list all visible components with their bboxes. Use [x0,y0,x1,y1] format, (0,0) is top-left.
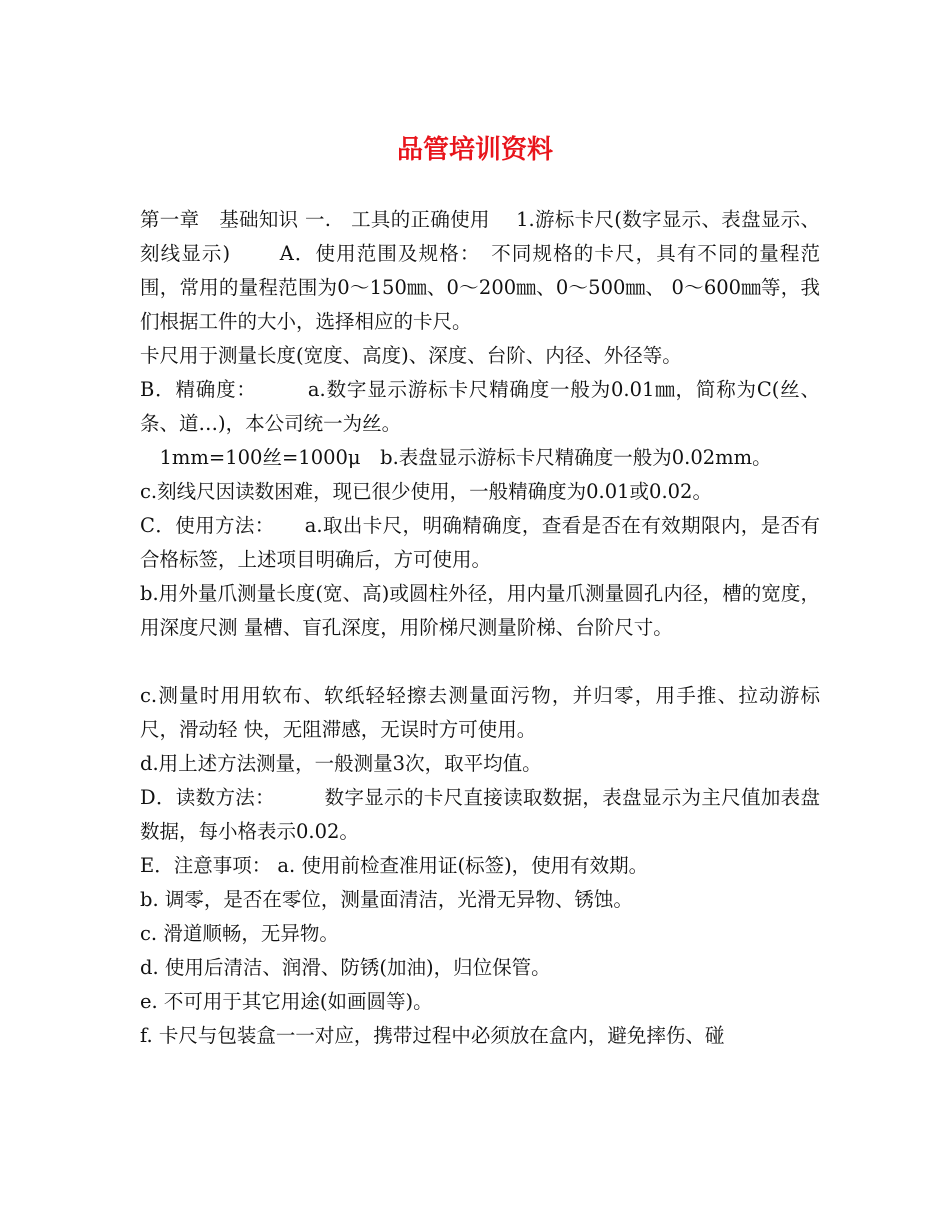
paragraph-spacer [140,645,820,679]
paragraph-intro: 第一章 基础知识 一. 工具的正确使用 1.游标卡尺(数字显示、表盘显示、刻线显示) A．使用范围及规格： 不同规格的卡尺，具有不同的量程范围，常用的量程范围为0～150㎜、0～200㎜、0～500㎜、 0～600㎜等，我们根据工件的大小，选择相应的卡尺。 [140,208,820,333]
paragraph-units: 1mm=100丝=1000μ b.表盘显示游标卡尺精确度一般为0.02mm。 [140,446,772,469]
paragraph-method-a: C．使用方法： a.取出卡尺，明确精确度，查看是否在有效期限内，是否有合格标签，上述项目明确后，方可使用。 [140,514,820,571]
paragraph-method-c: c.测量时用用软布、软纸轻轻擦去测量面污物，并归零，用手推、拉动游标尺，滑动轻 快，无阻滞感，无误时方可使用。 [140,684,820,741]
paragraph-method-d: d.用上述方法测量，一般测量3次，取平均值。 [140,752,542,775]
paragraph-notes-b: b. 调零，是否在零位，测量面清洁，光滑无异物、锈蚀。 [140,888,633,911]
paragraph-scale-ruler: c.刻线尺因读数困难，现已很少使用，一般精确度为0.01或0.02。 [140,480,712,503]
paragraph-notes-d: d. 使用后清洁、润滑、防锈(加油)，归位保管。 [140,956,551,979]
document-title: 品管培训资料 [396,135,553,165]
paragraph-precision: B．精确度： a.数字显示游标卡尺精确度一般为0.01㎜，简称为C(丝、条、道…)，本公司统一为丝。 [140,378,820,435]
paragraph-notes-e: e. 不可用于其它用途(如画圆等)。 [140,990,433,1013]
paragraph-reading: D．读数方法： 数字显示的卡尺直接读取数据，表盘显示为主尺值加表盘数据，每小格表示0.02。 [140,786,820,843]
paragraph-notes-f: f. 卡尺与包装盒一一对应，携带过程中必须放在盒内，避免摔伤、碰 [140,1024,725,1047]
paragraph-notes-a: E．注意事项： a. 使用前检查准用证(标签)，使用有效期。 [140,854,649,877]
paragraph-usage: 卡尺用于测量长度(宽度、高度)、深度、台阶、内径、外径等。 [140,344,682,367]
paragraph-notes-c: c. 滑道顺畅，无异物。 [140,922,339,945]
paragraph-method-b: b.用外量爪测量长度(宽、高)或圆柱外径，用内量爪测量圆孔内径，槽的宽度，用深度尺测 量槽、盲孔深度，用阶梯尺测量阶梯、台阶尺寸。 [140,582,820,639]
document-body [140,203,820,1053]
